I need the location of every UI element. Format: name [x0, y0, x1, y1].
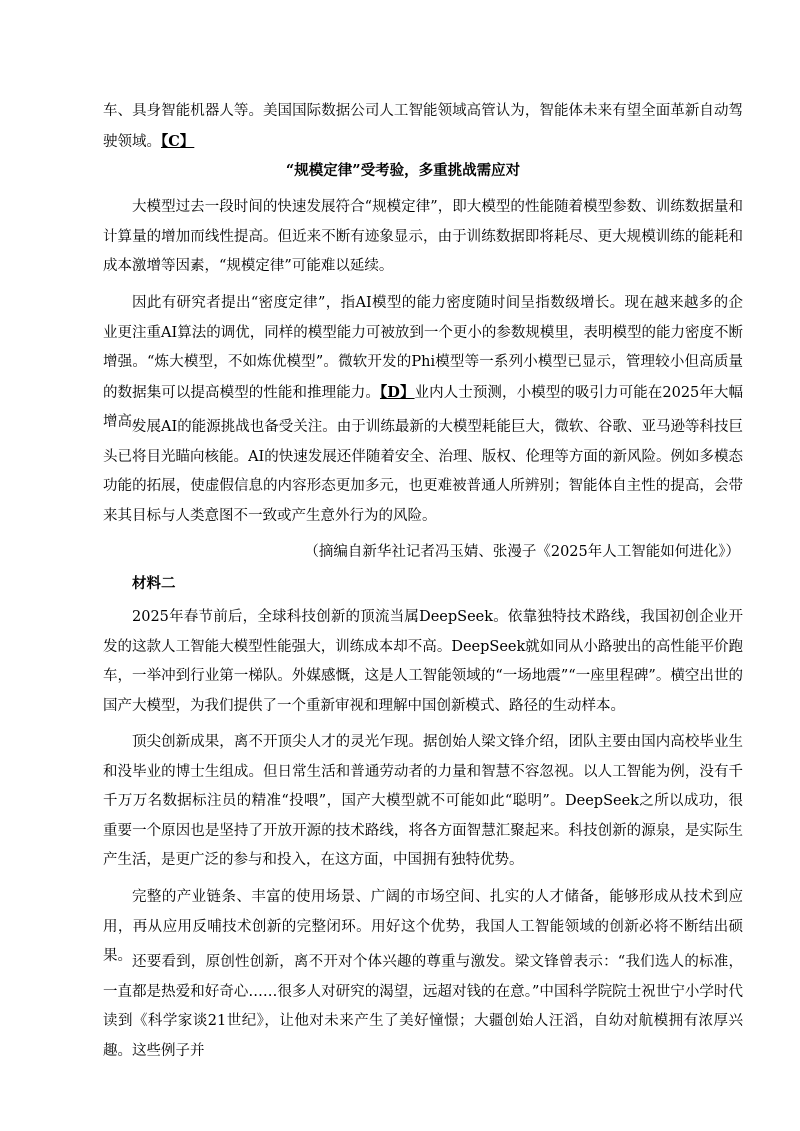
paragraph-7: 完整的产业链条、丰富的使用场景、广阔的市场空间、扎实的人才储备，能够形成从技术到应用，再从应用反哺技术创新的完整闭环。用好这个优势，我国人工智能领域的创新必将不断结出硕果。 [103, 889, 743, 964]
paragraph-3-text-a: 因此有研究者提出“密度定律”，指AI模型的能力密度随时间呈指数级增长。现在越来越多的企业更注重AI算法的调优，同样的模型能力可被放到一个更小的参数规模里，表明模型的能力密度不断增强。“炼大模型，不如炼优模型”。微软开发的Phi模型等一系列小模型已显示，管理较小但高质量的数据集可以提高模型的性能和推理能力。 [103, 295, 743, 401]
paragraph-8: 还要看到，原创性创新，离不开对个体兴趣的尊重与激发。梁文锋曾表示：“我们选人的标准，一直都是热爱和好奇心……很多人对研究的渴望，远超对钱的在意。”中国科学院院士祝世宁小学时代读到《科学家谈21世纪》，让他对未来产生了美好憧憬；大疆创始人汪滔，自幼对航模拥有浓厚兴趣。这些例子并 [103, 954, 743, 1059]
paragraph-3-text-b: 业内人士预测，小模型的吸引力可能在2025年大幅增高。 [103, 384, 744, 430]
answer-mark-c: 【C】 [161, 132, 195, 150]
paragraph-2: 大模型过去一段时间的快速发展符合“规模定律”，即大模型的性能随着模型参数、训练数据量和计算量的增加而线性提高。但近来不断有迹象显示，由于训练数据即将耗尽、更大规模训练的能耗和成本激增等因素，“规模定律”可能难以延续。 [103, 199, 743, 274]
paragraph-4: 发展AI的能源挑战也备受关注。由于训练最新的大模型耗能巨大，微软、谷歌、亚马逊等科技巨头已将目光瞄向核能。AI的快速发展还伴随着安全、治理、版权、伦理等方面的新风险。例如多模态功能的拓展，使虚假信息的内容形态更加多元，也更难被普通人所辨别；智能体自主性的提高，会带来其目标与人类意图不一致或产生意外行为的风险。 [103, 419, 743, 524]
source-citation: （摘编自新华社记者冯玉婧、张漫子《2025年人工智能如何进化》） [304, 544, 740, 560]
material-two-heading: 材料二 [132, 575, 176, 592]
answer-mark-d: 【D】 [379, 383, 415, 401]
paragraph-6: 顶尖创新成果，离不开顶尖人才的灵光乍现。据创始人梁文锋介绍，团队主要由国内高校毕业生和没毕业的博士生组成。但日常生活和普通劳动者的力量和智慧不容忽视。以人工智能为例，没有千千万万名数据标注员的精准“投喂”，国产大模型就不可能如此“聪明”。DeepSeek之所以成功，很重要一个原因也是坚持了开放开源的技术路线，将各方面智慧汇聚起来。科技创新的源泉，是实际生产生活，是更广泛的参与和投入，在这方面，中国拥有独特优势。 [103, 734, 743, 868]
paragraph-1-text: 车、具身智能机器人等。美国国际数据公司人工智能领域高管认为，智能体未来有望全面革新自动驾驶领域。 [103, 103, 743, 150]
paragraph-5: 2025年春节前后，全球科技创新的顶流当属DeepSeek。依靠独特技术路线，我国初创企业开发的这款人工智能大模型性能强大，训练成本却不高。DeepSeek就如同从小路驶出的高性能平价跑车，一举冲到行业第一梯队。外媒感慨，这是人工智能领域的“一场地震”“一座里程碑”。横空出世的国产大模型，为我们提供了一个重新审视和理解中国创新模式、路径的生动样本。 [103, 609, 743, 714]
section-heading: “规模定律”受考验，多重挑战需应对 [285, 162, 521, 179]
paragraph-1 [103, 97, 743, 157]
